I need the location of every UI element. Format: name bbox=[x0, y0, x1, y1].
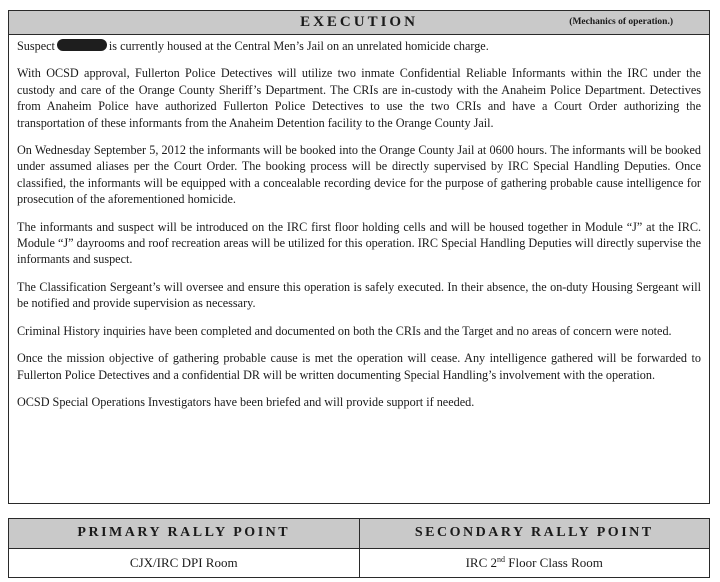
paragraph-criminal-history: Criminal History inquiries have been completed and documented on both the CRIs and the Target and no areas of concern were noted. bbox=[17, 323, 672, 338]
redaction-mark bbox=[57, 39, 107, 51]
secondary-rally-suffix: Floor Class Room bbox=[505, 554, 603, 570]
secondary-rally-cell bbox=[359, 549, 710, 578]
execution-subtitle: (Mechanics of operation.) bbox=[569, 17, 673, 27]
secondary-rally-prefix: IRC 2 bbox=[465, 554, 498, 570]
primary-rally-value: CJX/IRC DPI Room bbox=[129, 554, 238, 570]
paragraph-informants: With OCSD approval, Fullerton Police Detectives will utilize two inmate Confidential Reliable Informants within the IRC under the custody and care of the Orange County Sheriff’s Department. The CRIs are in-custody with the Anaheim Police Department. Detectives from Anaheim Police have authorized Fullerton Police Detectives to use the two CRIs and have a Court Order authorizing the transportation of these informants from the Anaheim Detention facility to the Orange County Jail. bbox=[17, 66, 701, 130]
execution-header bbox=[9, 11, 709, 35]
execution-title: EXECUTION bbox=[300, 14, 418, 30]
rally-value-row bbox=[9, 549, 709, 578]
rally-point-table bbox=[8, 518, 710, 578]
primary-rally-header bbox=[9, 519, 359, 548]
paragraph-suspect bbox=[17, 38, 701, 54]
primary-rally-cell bbox=[9, 549, 359, 578]
execution-body bbox=[9, 35, 709, 410]
paragraph-booking: On Wednesday September 5, 2012 the informants will be booked into the Orange County Jail at 0600 hours. The informants will be booked under assumed aliases per the Court Order. The booking process will be directly supervised by IRC Special Handling Deputies. Once classified, the informants will be equipped with a concealable recording device for the purpose of gathering probable cause intelligence for prosecution of the aforementioned homicide. bbox=[17, 143, 701, 207]
primary-rally-label: PRIMARY RALLY POINT bbox=[77, 525, 291, 541]
suspect-housing-text: is currently housed at the Central Men’s Jail on an unrelated homicide charge. bbox=[108, 39, 489, 53]
rally-header-row bbox=[9, 519, 709, 549]
suspect-label: Suspect bbox=[17, 39, 55, 53]
execution-section bbox=[8, 10, 710, 504]
paragraph-housing: The informants and suspect will be introduced on the IRC first floor holding cells and will be housed together in Module “J” at the IRC. Module “J” dayrooms and roof recreation areas will be utilized for this operation. IRC Special Handling Deputies will directly supervise the informants and suspect. bbox=[17, 219, 701, 267]
secondary-rally-header bbox=[359, 519, 710, 548]
paragraph-mission-end: Once the mission objective of gathering probable cause is met the operation will cease. Any intelligence gathered will be forwarded to Fullerton Police Detectives and a confidential DR will be written documenting Special Handling’s involvement with the operation. bbox=[17, 351, 701, 382]
secondary-rally-value bbox=[466, 555, 603, 571]
paragraph-supervision: The Classification Sergeant’s will oversee and ensure this operation is safely executed. In their absence, the on-duty Housing Sergeant will be notified and provide supervision as necessary. bbox=[17, 279, 701, 311]
secondary-rally-ordinal: nd bbox=[497, 554, 506, 564]
paragraph-support: OCSD Special Operations Investigators have been briefed and will provide support if needed. bbox=[17, 394, 475, 409]
secondary-rally-label: SECONDARY RALLY POINT bbox=[414, 525, 654, 541]
